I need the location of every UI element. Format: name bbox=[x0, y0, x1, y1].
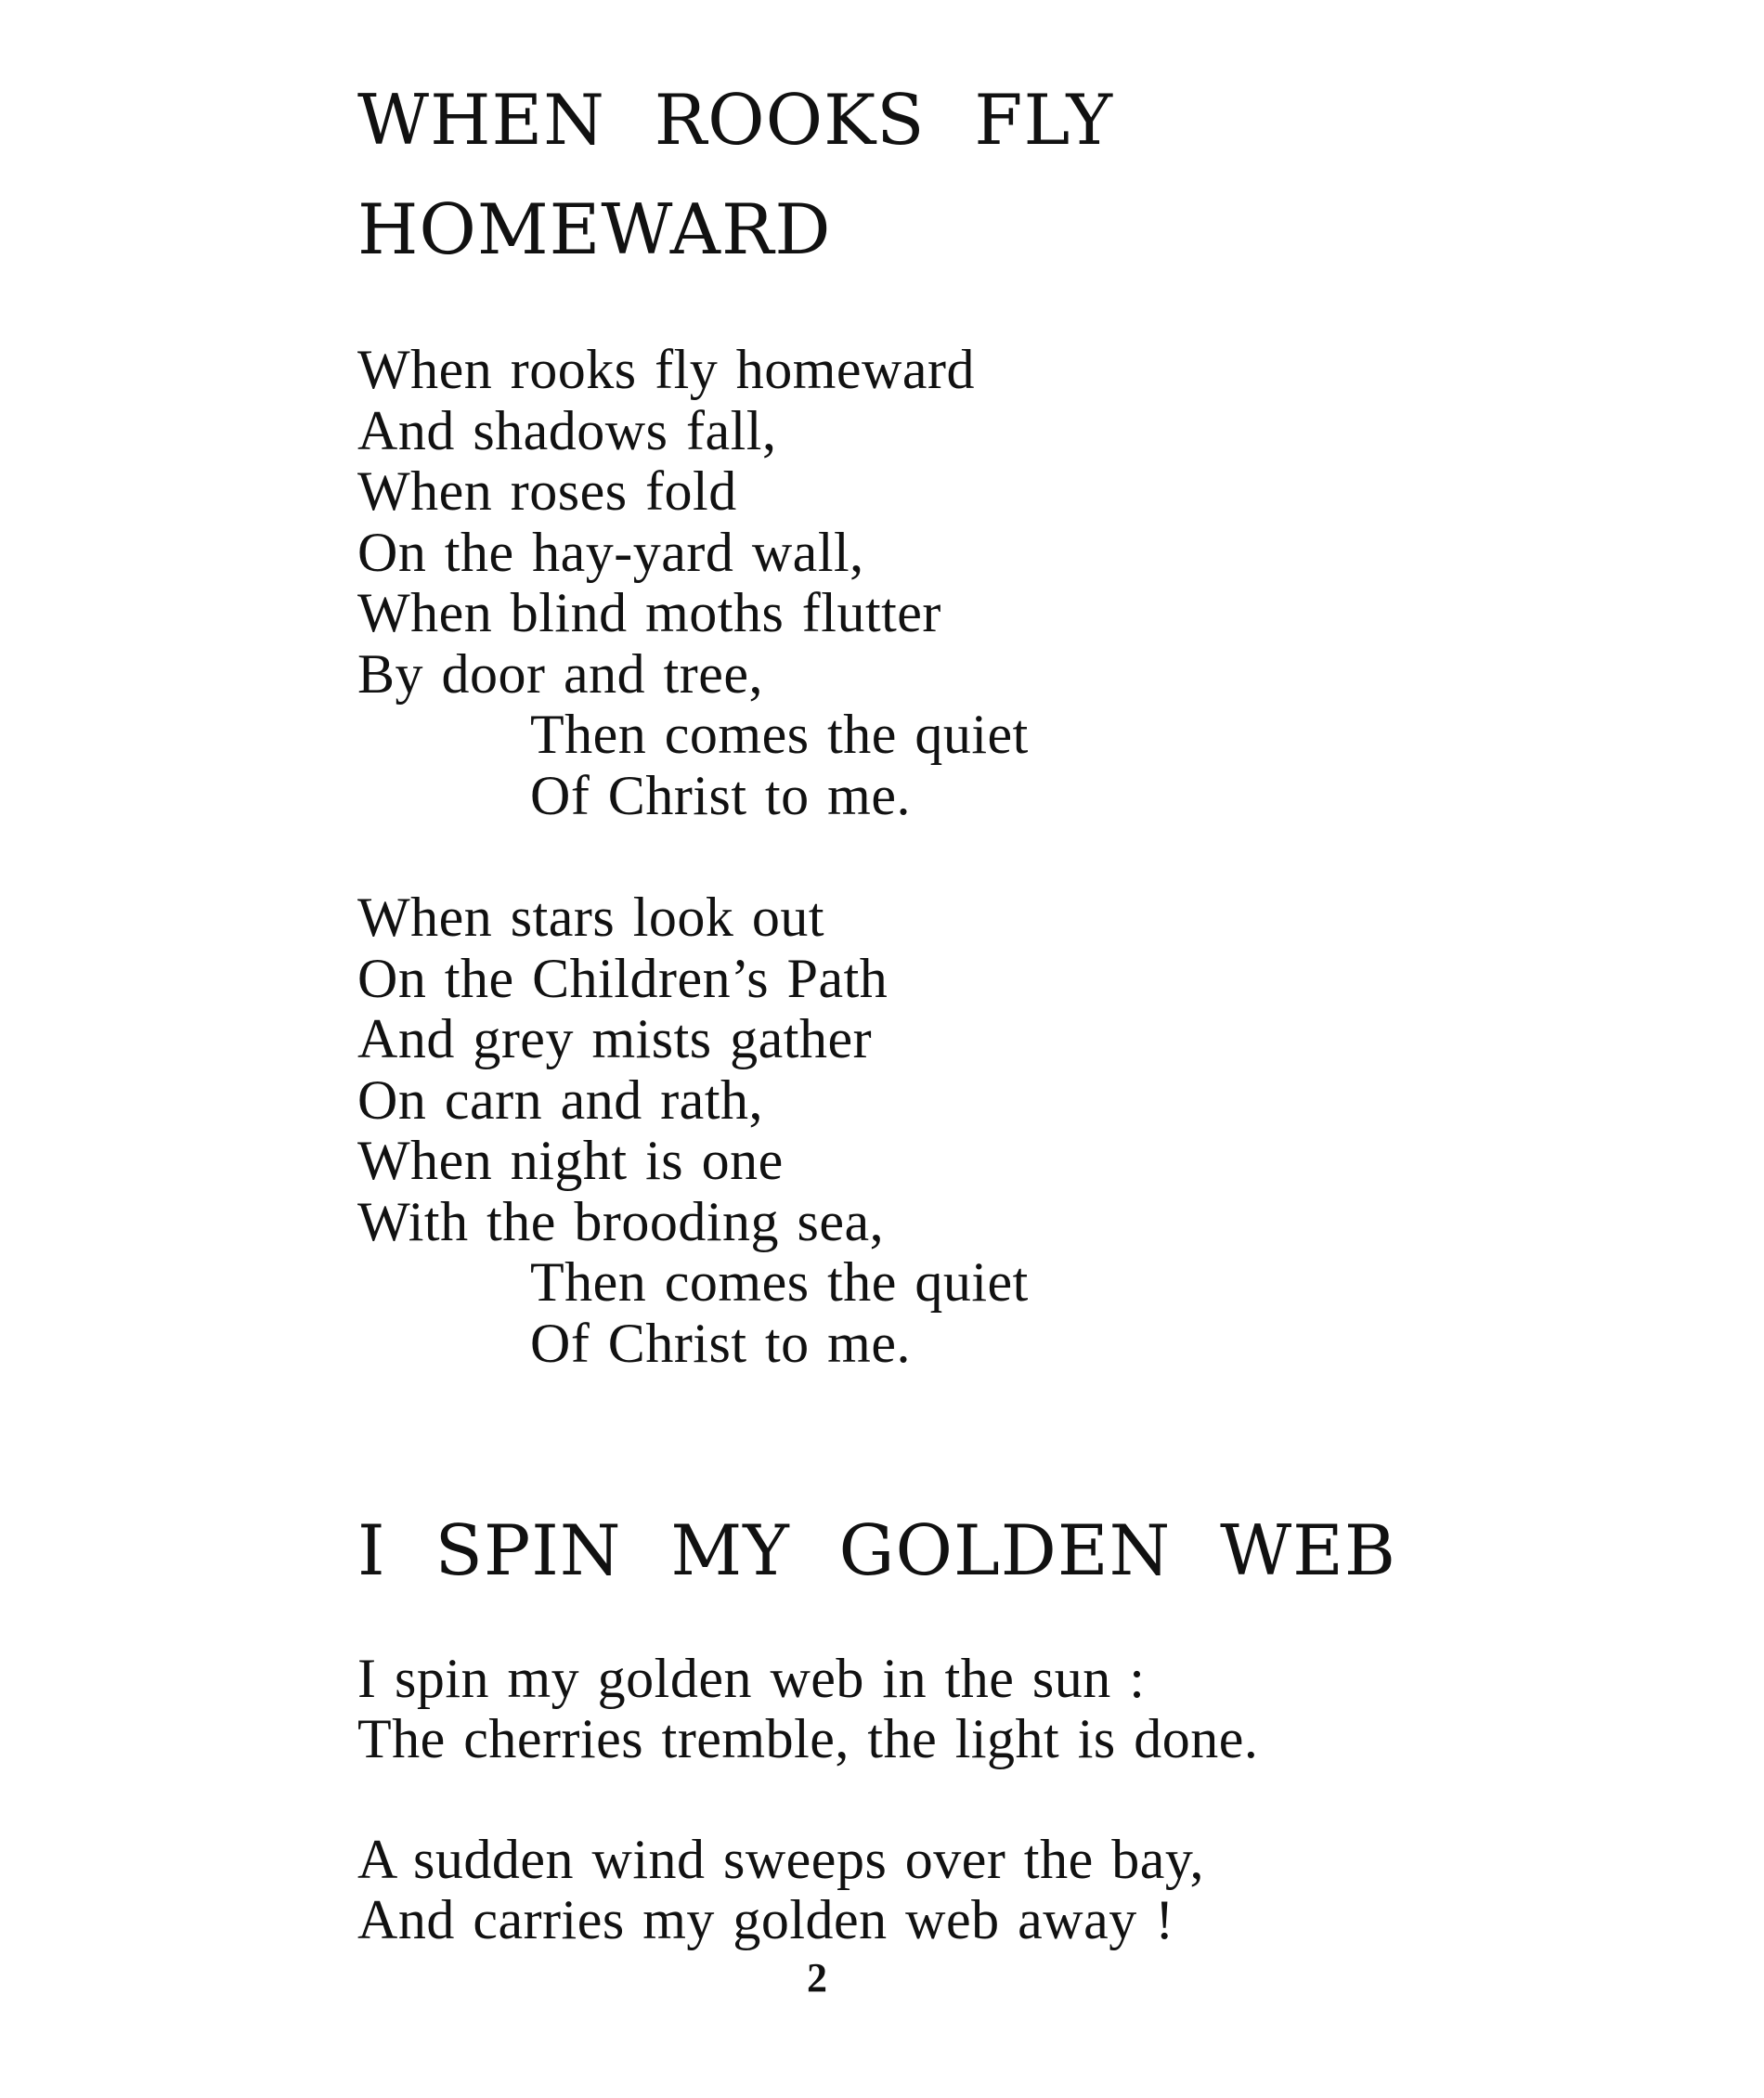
poem-line: By door and tree, bbox=[357, 642, 764, 705]
page-number: 2 bbox=[807, 1955, 827, 2001]
poem-title: WHEN ROOKS FLY HOMEWARD bbox=[357, 79, 1113, 270]
poem-line-refrain: Then comes the quiet bbox=[530, 704, 1029, 765]
poem-when-rooks-fly-homeward bbox=[357, 65, 1564, 1374]
poem-line: When blind moths flutter bbox=[357, 582, 941, 643]
poem-line: On the Children’s Path bbox=[357, 947, 888, 1009]
poem-line: When roses fold bbox=[357, 460, 737, 522]
poem-line-refrain: Of Christ to me. bbox=[530, 1312, 911, 1374]
poem-title: I SPIN MY GOLDEN WEB bbox=[357, 1509, 1397, 1591]
poem-line: When rooks fly homeward bbox=[357, 339, 975, 400]
poem-line-refrain: Then comes the quiet bbox=[530, 1251, 1029, 1313]
poem-line: On carn and rath, bbox=[357, 1068, 763, 1131]
poem-line: A sudden wind sweeps over the bay, bbox=[357, 1829, 1204, 1890]
poem-line: When stars look out bbox=[357, 887, 825, 948]
poem-line: And grey mists gather bbox=[357, 1008, 873, 1069]
poem-line: And shadows fall, bbox=[357, 399, 777, 461]
poem-i-spin-my-golden-web bbox=[357, 1504, 1564, 1950]
stanza bbox=[357, 887, 1564, 1374]
poem-line: I spin my golden web in the sun : bbox=[357, 1648, 1146, 1709]
poem-line: The cherries tremble, the light is done. bbox=[357, 1708, 1259, 1769]
poem-line: And carries my golden web away ! bbox=[357, 1889, 1174, 1950]
poem-line-refrain: Of Christ to me. bbox=[530, 764, 911, 826]
stanza bbox=[357, 1649, 1564, 1769]
poem-line: With the brooding sea, bbox=[357, 1190, 885, 1252]
stanza bbox=[357, 1830, 1564, 1950]
poem-line: On the hay-yard wall, bbox=[357, 521, 864, 583]
poem-line: When night is one bbox=[357, 1130, 784, 1191]
stanza bbox=[357, 340, 1564, 826]
